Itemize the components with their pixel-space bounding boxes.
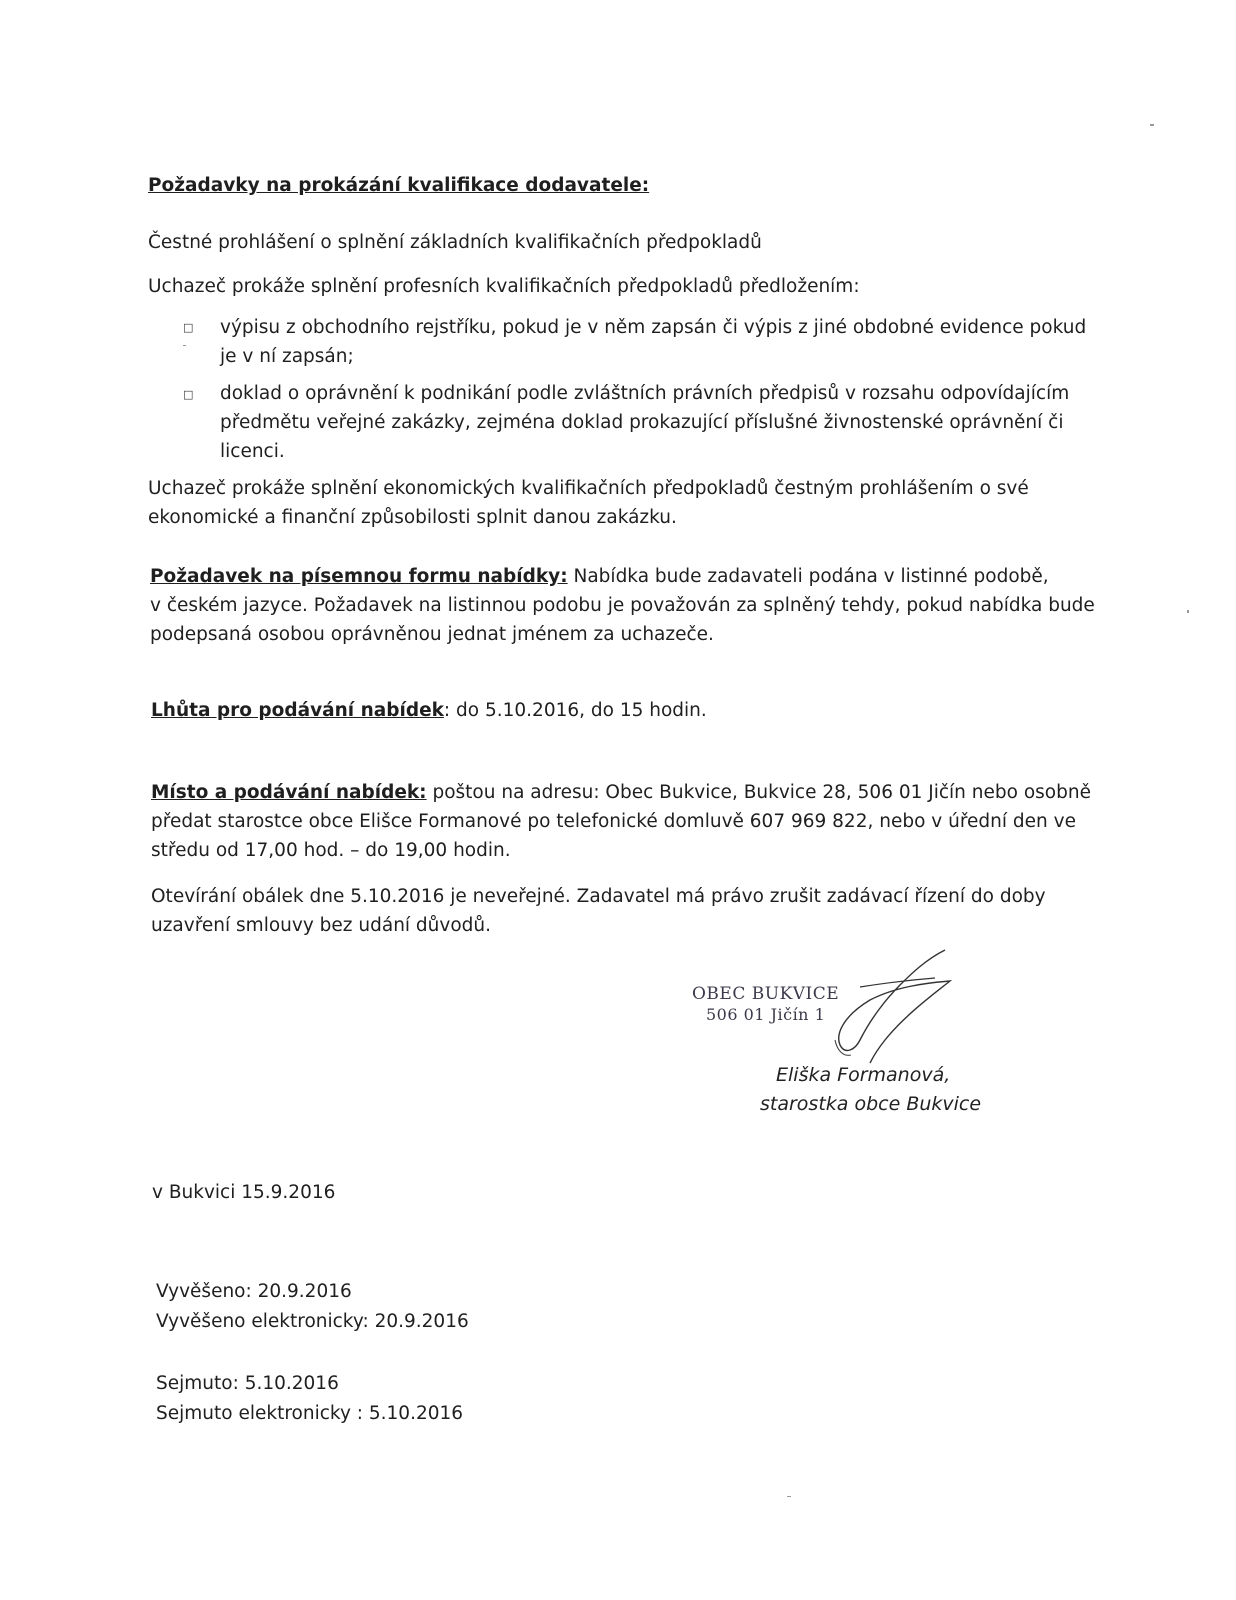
scan-speck [1187,610,1189,613]
bullet-1-line-2: je v ní zapsán; [220,346,354,367]
scan-speck [787,1496,791,1497]
written-form-line-3: podepsaná osobou oprávněnou jednat jménem za uchazeče. [150,624,714,645]
written-form-line-1 [150,562,1049,591]
economic-line-2: ekonomické a finanční způsobilosti splnit danou zakázku. [148,507,677,528]
bullet-marker-icon: □ [183,321,194,334]
deadline-line [151,696,707,725]
bullet-marker-icon: □ [183,388,194,401]
place-text: poštou na adresu: Obec Bukvice, Bukvice 28, 506 01 Jičín nebo osobně [426,782,1091,803]
economic-line-1: Uchazeč prokáže splnění ekonomických kvalifikačních předpokladů čestným prohlášením o své [148,478,1029,499]
bullet-1-line-1: výpisu z obchodního rejstříku, pokud je v něm zapsán či výpis z jiné obdobné evidence pokud [220,317,1087,338]
place-line-2: předat starostce obce Elišce Formanové po telefonické domluvě 607 969 822, nebo v úřední den ve [151,811,1076,832]
scan-speck [1150,124,1154,126]
signature-scribble [815,945,965,1070]
written-form-text: Nabídka bude zadavateli podána v listinné podobě, [567,566,1049,587]
place-label: Místo a podávání nabídek: [151,782,427,803]
posted-date: Vyvěšeno: 20.9.2016 [156,1281,352,1302]
signatory-name: Eliška Formanová, [776,1064,951,1086]
section-heading: Požadavky na prokázání kvalifikace dodavatele: [148,175,650,196]
stamp-line-1: OBEC BUKVICE [692,984,840,1004]
opening-line-1: Otevírání obálek dne 5.10.2016 je neveřejné. Zadavatel má právo zrušit zadávací řízení do doby [151,886,1046,907]
removed-date: Sejmuto: 5.10.2016 [156,1373,339,1394]
place-line-3: středu od 17,00 hod. – do 19,00 hodin. [151,840,511,861]
bullet-2-line-1: doklad o oprávnění k podnikání podle zvláštních právních předpisů v rozsahu odpovídajícím [220,383,1070,404]
stamp-line-2: 506 01 Jičín 1 [706,1005,826,1024]
signatory-title: starostka obce Bukvice [760,1093,982,1115]
bullet-2-line-2: předmětu veřejné zakázky, zejména doklad prokazující příslušné živnostenské oprávnění či [220,412,1064,433]
removed-electronic-date: Sejmuto elektronicky : 5.10.2016 [156,1403,464,1424]
written-form-label: Požadavek na písemnou formu nabídky: [150,566,568,587]
bullet-2-line-3: licenci. [220,441,285,462]
place-line-1 [151,778,1091,807]
professional-intro: Uchazeč prokáže splnění profesních kvalifikačních předpokladů předložením: [148,276,860,297]
written-form-line-2: v českém jazyce. Požadavek na listinnou podobu je považován za splněný tehdy, pokud nabídka bude [150,595,1095,616]
posted-electronic-date: Vyvěšeno elektronicky: 20.9.2016 [156,1311,469,1332]
deadline-label: Lhůta pro podávání nabídek [151,700,444,721]
place-date: v Bukvici 15.9.2016 [152,1182,336,1203]
opening-line-2: uzavření smlouvy bez udání důvodů. [151,915,492,936]
honor-statement: Čestné prohlášení o splnění základních kvalifikačních předpokladů [148,232,762,253]
scan-speck [183,345,186,346]
deadline-text: : do 5.10.2016, do 15 hodin. [443,700,707,721]
